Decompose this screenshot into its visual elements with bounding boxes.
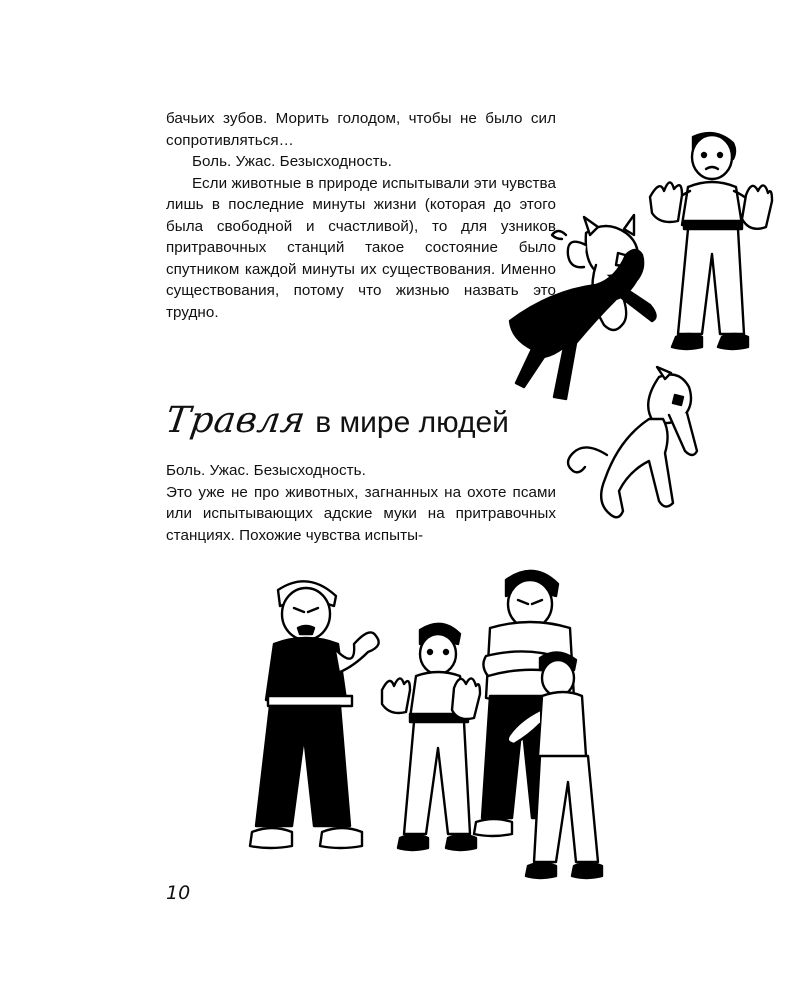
paragraph-animals: Если животные в природе испытывали эти чувства лишь в последние минуты жизни (которая до этого была свободной и счастливой), то для узников притравочных станций такое состояние было спутником каждой минуты их существования. Именно существования, потому что жизнью назвать это трудно. [166, 174, 556, 321]
heading-plain-text: в мире людей [315, 406, 509, 439]
paragraph-people: Это уже не про животных, загнанных на охоте псами или испытывающих адские муки на притравочных станциях. Похожие чувства испыты- [166, 483, 556, 544]
page-number: 10 [166, 882, 191, 904]
paragraph-pain-fear-repeat: Боль. Ужас. Безысходность. [166, 462, 366, 479]
paragraph-pain-fear: Боль. Ужас. Безысходность. [192, 153, 392, 170]
text-block-top [166, 108, 556, 323]
scared-dog-illustration [565, 365, 715, 525]
text-block-bottom [166, 460, 556, 546]
boys-bullying-illustration [240, 560, 600, 890]
heading-script-word: Травля [163, 400, 309, 441]
paragraph-continuation: бачьих зубов. Морить голодом, чтобы не было сил сопротивляться… [166, 110, 556, 149]
